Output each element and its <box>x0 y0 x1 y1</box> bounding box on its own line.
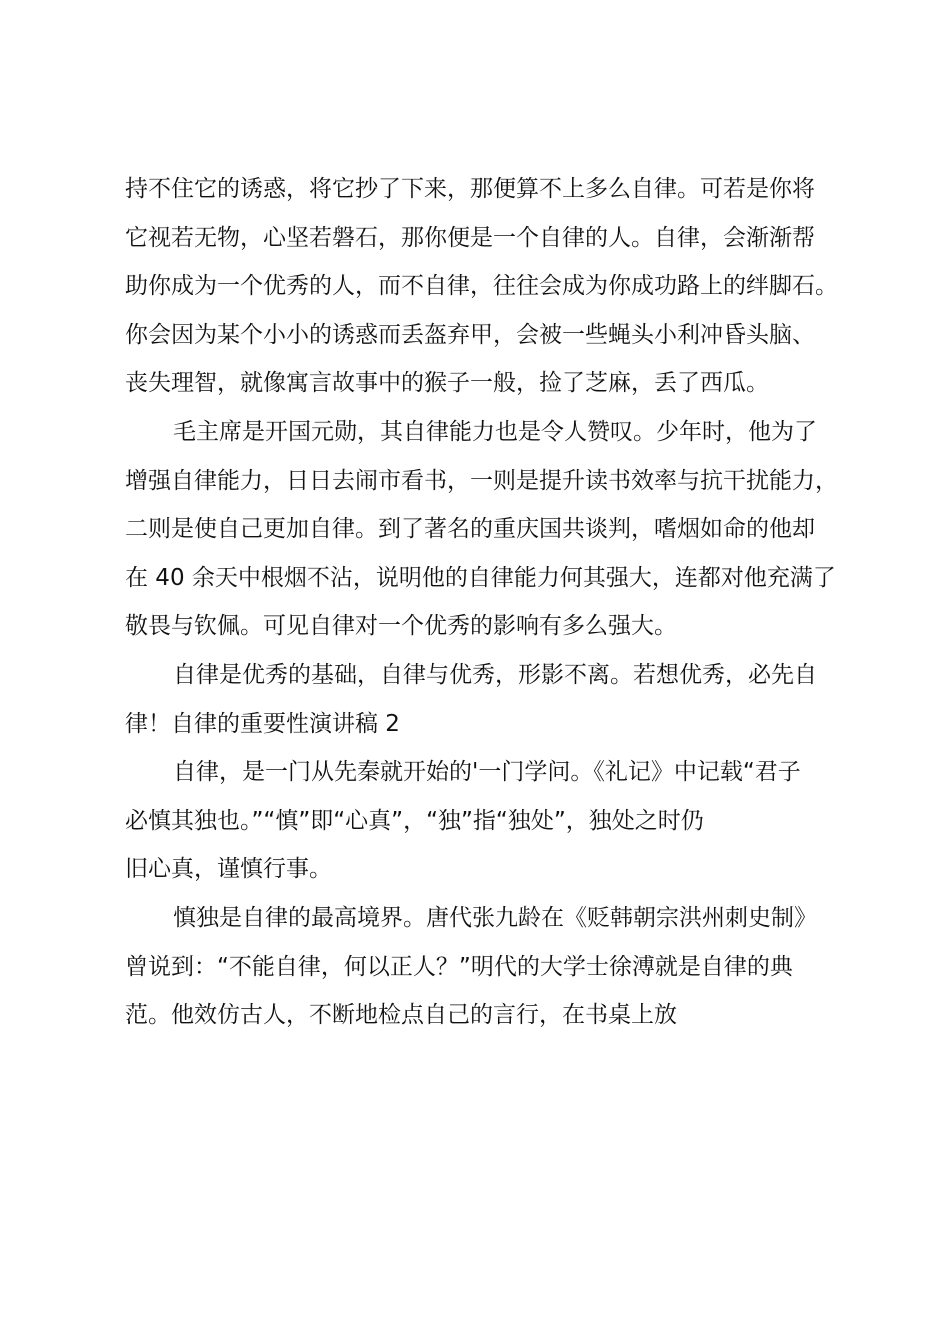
text-line: 敬畏与钦佩。可见自律对一个优秀的影响有多么强大。 <box>125 613 677 640</box>
paragraph-2 <box>125 408 845 651</box>
text-line: 自律，是一门从先秦就开始的'一门学问。《礼记》中记载“君子 <box>173 759 801 786</box>
text-line: 你会因为某个小小的诱惑而丢盔弃甲，会被一些蝇头小利冲昏头脑、 <box>125 321 815 348</box>
paragraph-1 <box>125 165 845 408</box>
paragraph-3 <box>125 651 845 748</box>
text-line: 自律是优秀的基础，自律与优秀，形影不离。若想优秀，必先自 <box>173 661 817 688</box>
text-line: 慎独是自律的最高境界。唐代张九龄在《贬韩朝宗洪州刺史制》 <box>173 904 817 931</box>
text-line: 律！自律的重要性演讲稿 2 <box>125 710 400 737</box>
text-line: 范。他效仿古人，不断地检点自己的言行，在书桌上放 <box>125 1002 677 1029</box>
text-line: 二则是使自己更加自律。到了著名的重庆国共谈判，嗜烟如命的他却 <box>125 516 815 543</box>
paragraph-4 <box>125 748 845 894</box>
text-line: 助你成为一个优秀的人，而不自律，往往会成为你成功路上的绊脚石。 <box>125 273 838 300</box>
text-line: 必慎其独也。”“慎”即“心真”，“独”指“独处”，独处之时仍 <box>125 807 704 834</box>
text-line: 增强自律能力，日日去闹市看书，一则是提升读书效率与抗干扰能力， <box>125 467 838 494</box>
text-line: 它视若无物，心坚若磐石，那你便是一个自律的人。自律，会渐渐帮 <box>125 224 815 251</box>
text-line: 丧失理智，就像寓言故事中的猴子一般，捡了芝麻，丢了西瓜。 <box>125 370 769 397</box>
paragraph-5 <box>125 894 845 1040</box>
text-line: 旧心真，谨慎行事。 <box>125 856 332 883</box>
text-line: 在 40 余天中根烟不沾，说明他的自律能力何其强大，连都对他充满了 <box>125 564 836 591</box>
text-line: 毛主席是开国元勋，其自律能力也是令人赞叹。少年时，他为了 <box>173 418 817 445</box>
text-line: 曾说到：“不能自律，何以正人？”明代的大学士徐溥就是自律的典 <box>125 953 793 980</box>
document-body <box>125 165 845 1040</box>
text-line: 持不住它的诱惑，将它抄了下来，那便算不上多么自律。可若是你将 <box>125 176 815 202</box>
